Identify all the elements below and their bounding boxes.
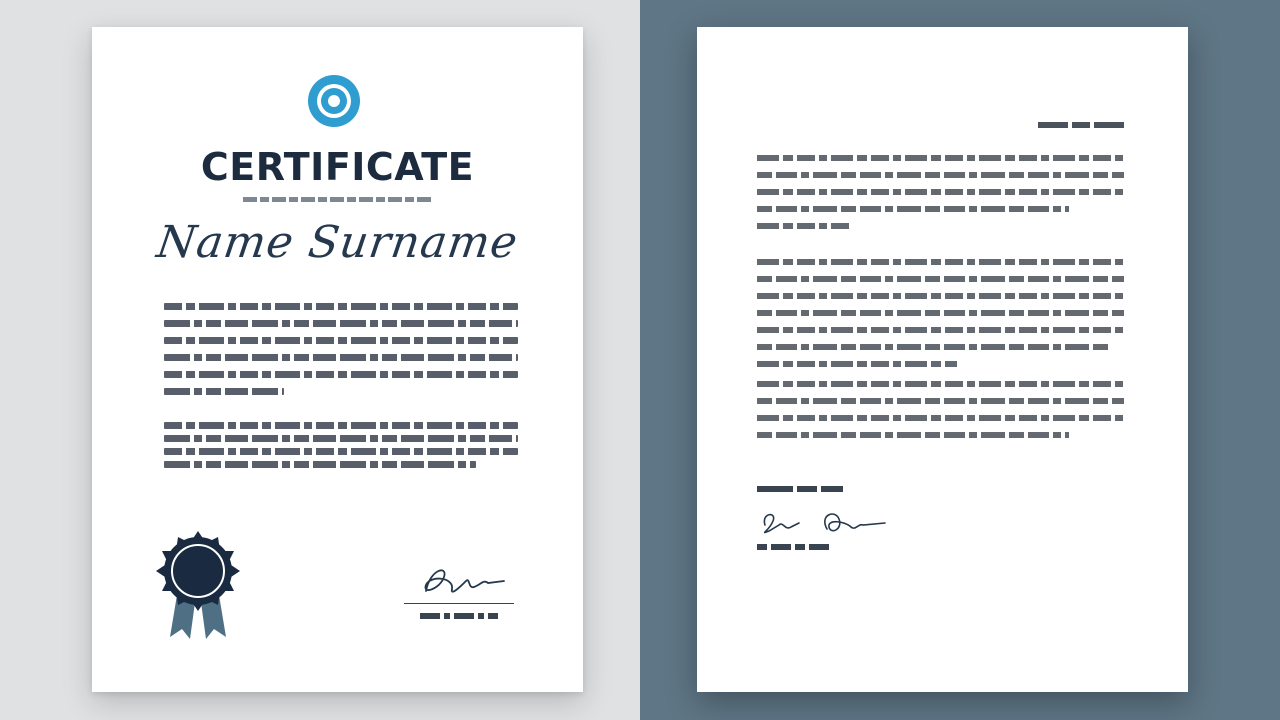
letter-closing-placeholder [757, 486, 843, 492]
letter-paragraph-2 [757, 259, 1124, 378]
certificate-body-paragraph-1 [164, 303, 518, 405]
signer-caption-placeholder [404, 611, 514, 619]
certificate-body-paragraph-2 [164, 422, 518, 474]
recipient-name: Name Surname [153, 217, 522, 268]
letter-date-placeholder [1038, 122, 1124, 128]
target-logo-icon [307, 74, 361, 128]
letter-page [697, 27, 1188, 692]
certificate-page [92, 27, 583, 692]
certificate-title: CERTIFICATE [200, 145, 475, 189]
signature-line [404, 603, 514, 604]
letter-signer-placeholder [757, 544, 829, 550]
award-seal-icon [156, 529, 240, 641]
certificate-subtitle-placeholder [92, 197, 583, 202]
certificate-signature [404, 555, 514, 605]
letter-signature [755, 505, 891, 541]
letter-paragraph-3 [757, 381, 1124, 449]
letter-paragraph-1 [757, 155, 1124, 240]
